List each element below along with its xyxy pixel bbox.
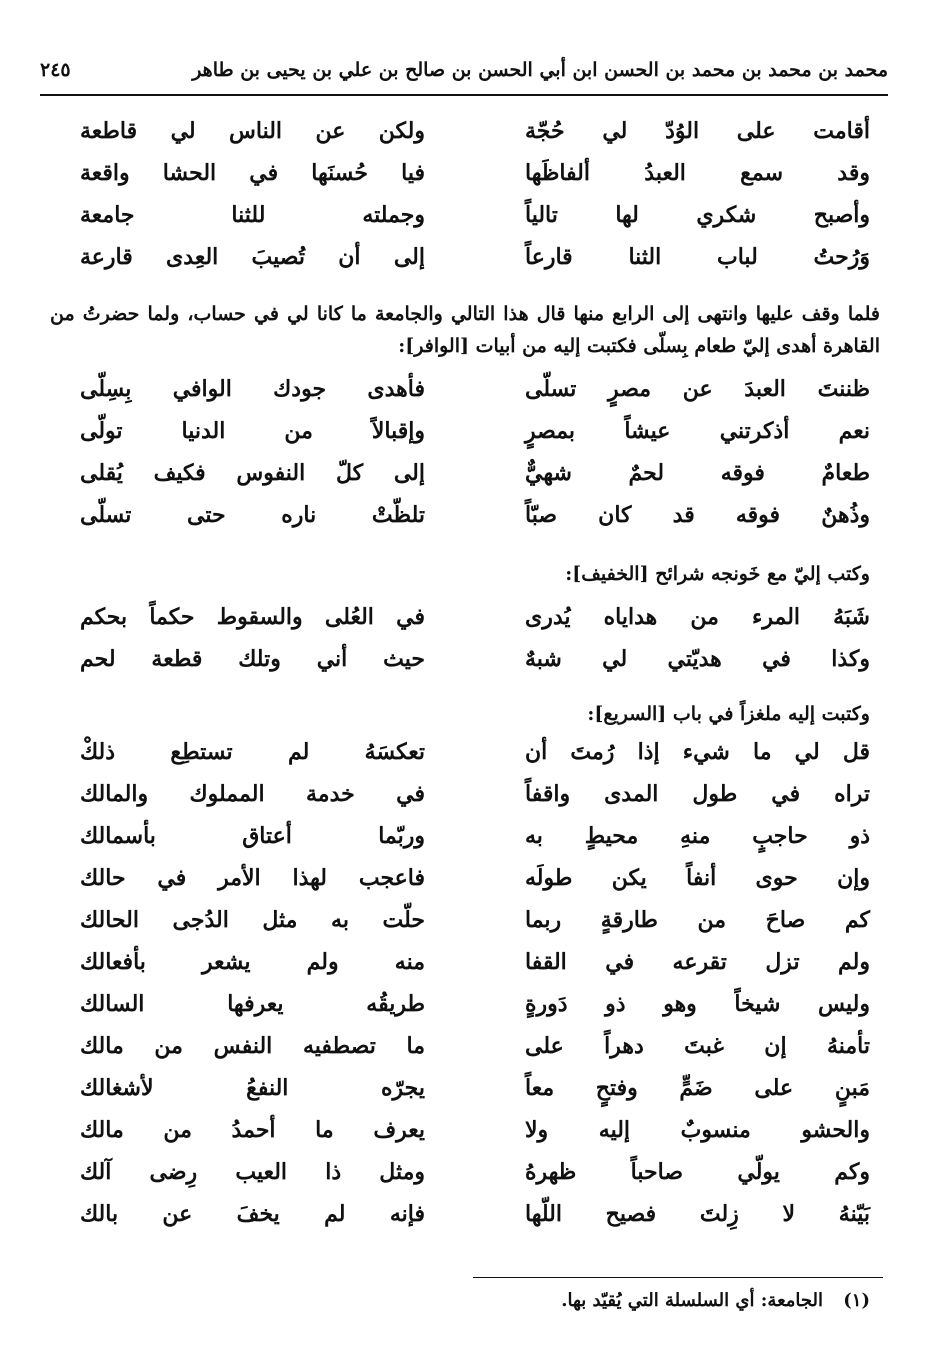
- second-hemistich: ولكن عن الناس لي قاطعة: [80, 118, 425, 144]
- second-hemistich: وإقبالاً من الدنيا تولّى: [80, 418, 425, 444]
- second-hemistich: إلى كلّ النفوس فكيف يُقلى: [80, 460, 425, 486]
- verse: [60, 941, 870, 983]
- footnote-text: الجامعة: أي السلسلة التي يُقيّد بها.: [561, 1290, 823, 1311]
- intro-line-sari: وكتبت إليه ملغزاً في باب [السريع]:: [587, 703, 870, 725]
- first-hemistich: أقامت على الوُدّ لي حُجّة: [525, 118, 870, 144]
- second-hemistich: فأهدى جودك الوافي بِسِلّى: [80, 376, 425, 402]
- intro-line-khafif: وكتب إليّ مع خَونجه شرائح [الخفيف]:: [565, 563, 870, 585]
- second-hemistich: فيا حُسنَها في الحشا واقعة: [80, 160, 425, 186]
- first-hemistich: مَبنٍ على ضَمٍّ وفتحٍ معاً: [525, 1075, 870, 1101]
- verse: [60, 1067, 870, 1109]
- second-hemistich: إلى أن تُصيبَ العِدى قارعة: [80, 244, 425, 270]
- first-hemistich: تراه في طول المدى واقفاً: [525, 781, 870, 807]
- verse: [60, 899, 870, 941]
- verse: [60, 194, 870, 236]
- verse: [60, 452, 870, 494]
- verse: [60, 983, 870, 1025]
- running-header: [40, 50, 888, 90]
- first-hemistich: ظننتَ العبدَ عن مصرٍ تسلّى: [525, 376, 870, 402]
- second-hemistich: فاعجب لهذا الأمر في حالك: [80, 865, 425, 891]
- second-hemistich: فإنه لم يخفَ عن بالك: [80, 1201, 425, 1227]
- page-number: ٢٤٥: [40, 59, 71, 81]
- verse: [60, 1151, 870, 1193]
- verse: [60, 773, 870, 815]
- second-hemistich: وجملته للثنا جامعة: [80, 202, 425, 228]
- first-hemistich: نعم أذكرتني عيشاً بمصرٍ: [525, 418, 870, 444]
- first-hemistich: وليس شيخاً وهو ذو دَورةٍ: [525, 991, 870, 1017]
- first-hemistich: وأصبح شكري لها تالياً: [525, 202, 870, 228]
- first-hemistich: بَيّنهُ لا زِلتَ فصيح اللّها: [525, 1201, 870, 1227]
- second-hemistich: يجرّه النفعُ لأشغالك: [80, 1075, 425, 1101]
- first-hemistich: ذو حاجبٍ منهِ محيطٍ به: [525, 823, 870, 849]
- poem-section-1: [60, 110, 870, 278]
- verse: [60, 857, 870, 899]
- first-hemistich: كم صاحَ من طارقةٍ ربما: [525, 907, 870, 933]
- footnote: [561, 1290, 870, 1311]
- footnote-number: (١): [843, 1290, 870, 1311]
- verse: [60, 638, 870, 680]
- first-hemistich: طعامٌ فوقه لحمٌ شهيٌّ: [525, 460, 870, 486]
- second-hemistich: يعرف ما أحمدُ من مالك: [80, 1117, 425, 1143]
- second-hemistich: ومثل ذا العيب رِضى آلك: [80, 1159, 425, 1185]
- verse: [60, 410, 870, 452]
- first-hemistich: وإن حوى أنفاً يكن طولَه: [525, 865, 870, 891]
- second-hemistich: تلظّتْ ناره حتى تسلّى: [80, 502, 425, 528]
- prose-paragraph: فلما وقف عليها وانتهى إلى الرابع منها قال هذا التالي والجامعة ما كانا لي في حساب، ولما حضرتُ من القاهرة أهدى إليّ طعام بِسلّى فكتبت إليه من أبيات [الوافر]:: [50, 303, 880, 357]
- verse: [60, 1025, 870, 1067]
- second-hemistich: منه ولم يشعر بأفعالك: [80, 949, 425, 975]
- first-hemistich: شَبَهُ المرء من هداياه يُدرى: [525, 604, 870, 630]
- first-hemistich: وَرُحتُ لباب الثنا قارعاً: [525, 244, 870, 270]
- verse: [60, 815, 870, 857]
- second-hemistich: تعكسَهُ لم تستطِع ذلكْ: [80, 739, 425, 765]
- verse: [60, 368, 870, 410]
- footnote-rule: [473, 1277, 883, 1278]
- header-title: محمد بن محمد بن محمد بن الحسن ابن أبي الحسن بن صالح بن علي بن يحيى بن طاهر: [192, 59, 888, 81]
- second-hemistich: حلّت به مثل الدُجى الحالك: [80, 907, 425, 933]
- first-hemistich: وكم يولّي صاحباً ظهرهُ: [525, 1159, 870, 1185]
- header-rule: [40, 94, 888, 96]
- first-hemistich: والحشو منسوبٌ إليه ولا: [525, 1117, 870, 1143]
- verse: [60, 596, 870, 638]
- second-hemistich: طريقُه يعرفها السالك: [80, 991, 425, 1017]
- first-hemistich: ولم تزل تقرعه في القفا: [525, 949, 870, 975]
- poem-section-3: [60, 596, 870, 680]
- second-hemistich: ما تصطفيه النفس من مالك: [80, 1033, 425, 1059]
- second-hemistich: وربّما أعتاق بأسمالك: [80, 823, 425, 849]
- second-hemistich: حيث أني وتلك قطعة لحم: [80, 646, 425, 672]
- second-hemistich: في خدمة المملوك والمالك: [80, 781, 425, 807]
- second-hemistich: في العُلى والسقوط حكماً بحكم: [80, 604, 425, 630]
- first-hemistich: قل لي ما شيء إذا رُمتَ أن: [525, 739, 870, 765]
- poem-section-2: [60, 368, 870, 536]
- first-hemistich: وذُهنٌ فوقه قد كان صبّاً: [525, 502, 870, 528]
- first-hemistich: تأمنهُ إن غبتَ دهراً على: [525, 1033, 870, 1059]
- verse: [60, 236, 870, 278]
- verse: [60, 152, 870, 194]
- poem-section-4: [60, 731, 870, 1235]
- verse: [60, 1193, 870, 1235]
- verse: [60, 1109, 870, 1151]
- verse: [60, 494, 870, 536]
- first-hemistich: وقد سمع العبدُ ألفاظَها: [525, 160, 870, 186]
- verse: [60, 731, 870, 773]
- first-hemistich: وكذا في هديّتي لي شبهٌ: [525, 646, 870, 672]
- verse: [60, 110, 870, 152]
